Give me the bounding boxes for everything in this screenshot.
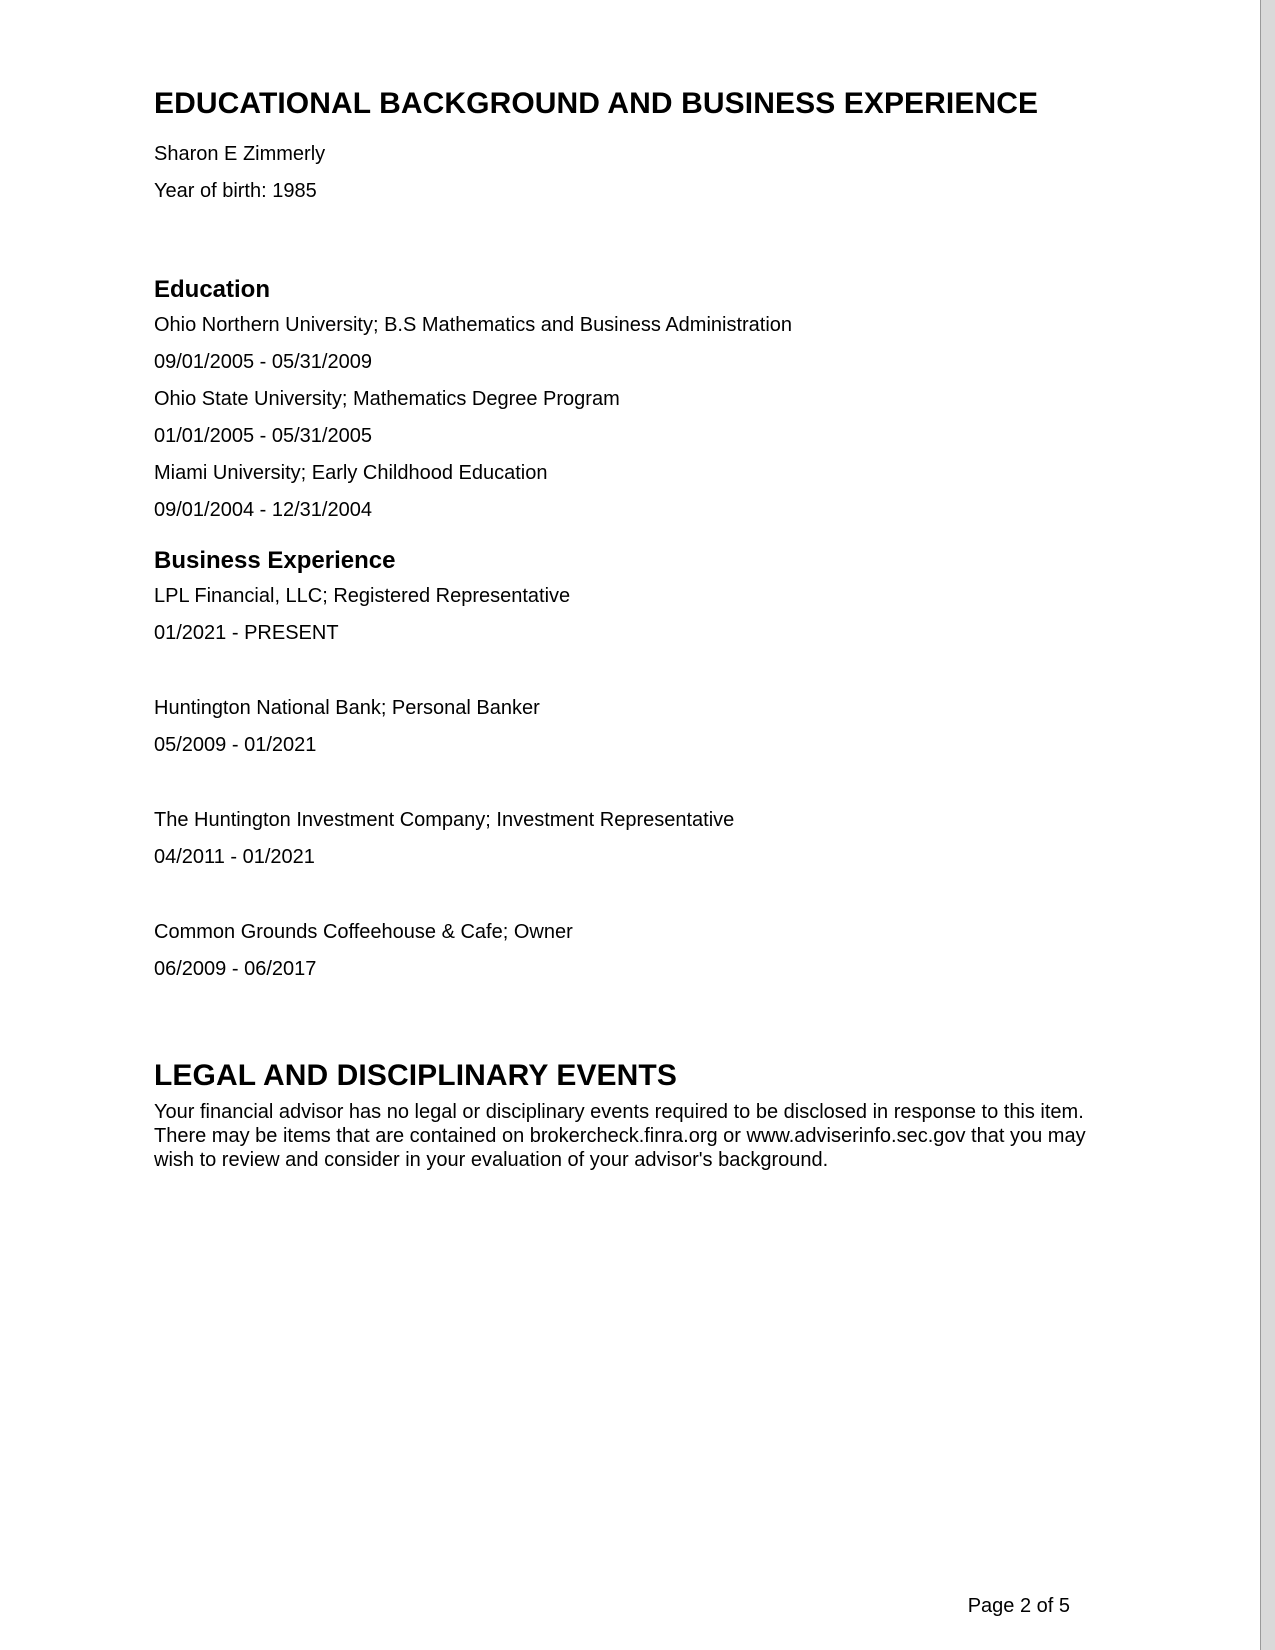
job-role: Common Grounds Coffeehouse & Cafe; Owner (154, 921, 573, 943)
business-experience-item (154, 690, 1114, 764)
education-school: Miami University; Early Childhood Education (154, 462, 548, 484)
job-dates: 05/2009 - 01/2021 (154, 734, 317, 756)
education-dates: 01/01/2005 - 05/31/2005 (154, 425, 372, 447)
year-of-birth: Year of birth: 1985 (154, 180, 317, 202)
advisor-name: Sharon E Zimmerly (154, 143, 326, 165)
business-experience-item (154, 914, 1114, 988)
section-title-legal-disciplinary: LEGAL AND DISCIPLINARY EVENTS (154, 1059, 677, 1092)
business-experience-item (154, 578, 1114, 652)
job-dates: 06/2009 - 06/2017 (154, 958, 317, 980)
job-role: Huntington National Bank; Personal Banker (154, 697, 540, 719)
job-role: LPL Financial, LLC; Registered Representative (154, 585, 571, 607)
education-school: Ohio State University; Mathematics Degree Program (154, 388, 620, 410)
education-heading: Education (154, 276, 271, 303)
advisor-info (154, 136, 1114, 210)
legal-disclosure-text: Your financial advisor has no legal or disciplinary events required to be disclosed in response to this item. There may be items that are contained on brokercheck.finra.org or www.adviserinfo.sec.gov that you may wish to review and consider in your evaluation of your advisor's background. (154, 1101, 1086, 1171)
job-dates: 04/2011 - 01/2021 (154, 846, 315, 868)
page-number: Page 2 of 5 (967, 1595, 1070, 1617)
education-item (154, 307, 1114, 381)
business-experience-list (154, 578, 1114, 988)
education-dates: 09/01/2005 - 05/31/2009 (154, 351, 372, 373)
section-title-education-business: EDUCATIONAL BACKGROUND AND BUSINESS EXPERIENCE (154, 87, 1039, 120)
education-school: Ohio Northern University; B.S Mathematics and Business Administration (154, 314, 793, 336)
business-experience-heading: Business Experience (154, 547, 396, 574)
education-item (154, 455, 1114, 529)
education-list (154, 307, 1114, 529)
education-dates: 09/01/2004 - 12/31/2004 (154, 499, 372, 521)
page-content (154, 84, 1114, 1172)
business-experience-item (154, 802, 1114, 876)
job-dates: 01/2021 - PRESENT (154, 622, 339, 644)
education-item (154, 381, 1114, 455)
job-role: The Huntington Investment Company; Investment Representative (154, 809, 735, 831)
